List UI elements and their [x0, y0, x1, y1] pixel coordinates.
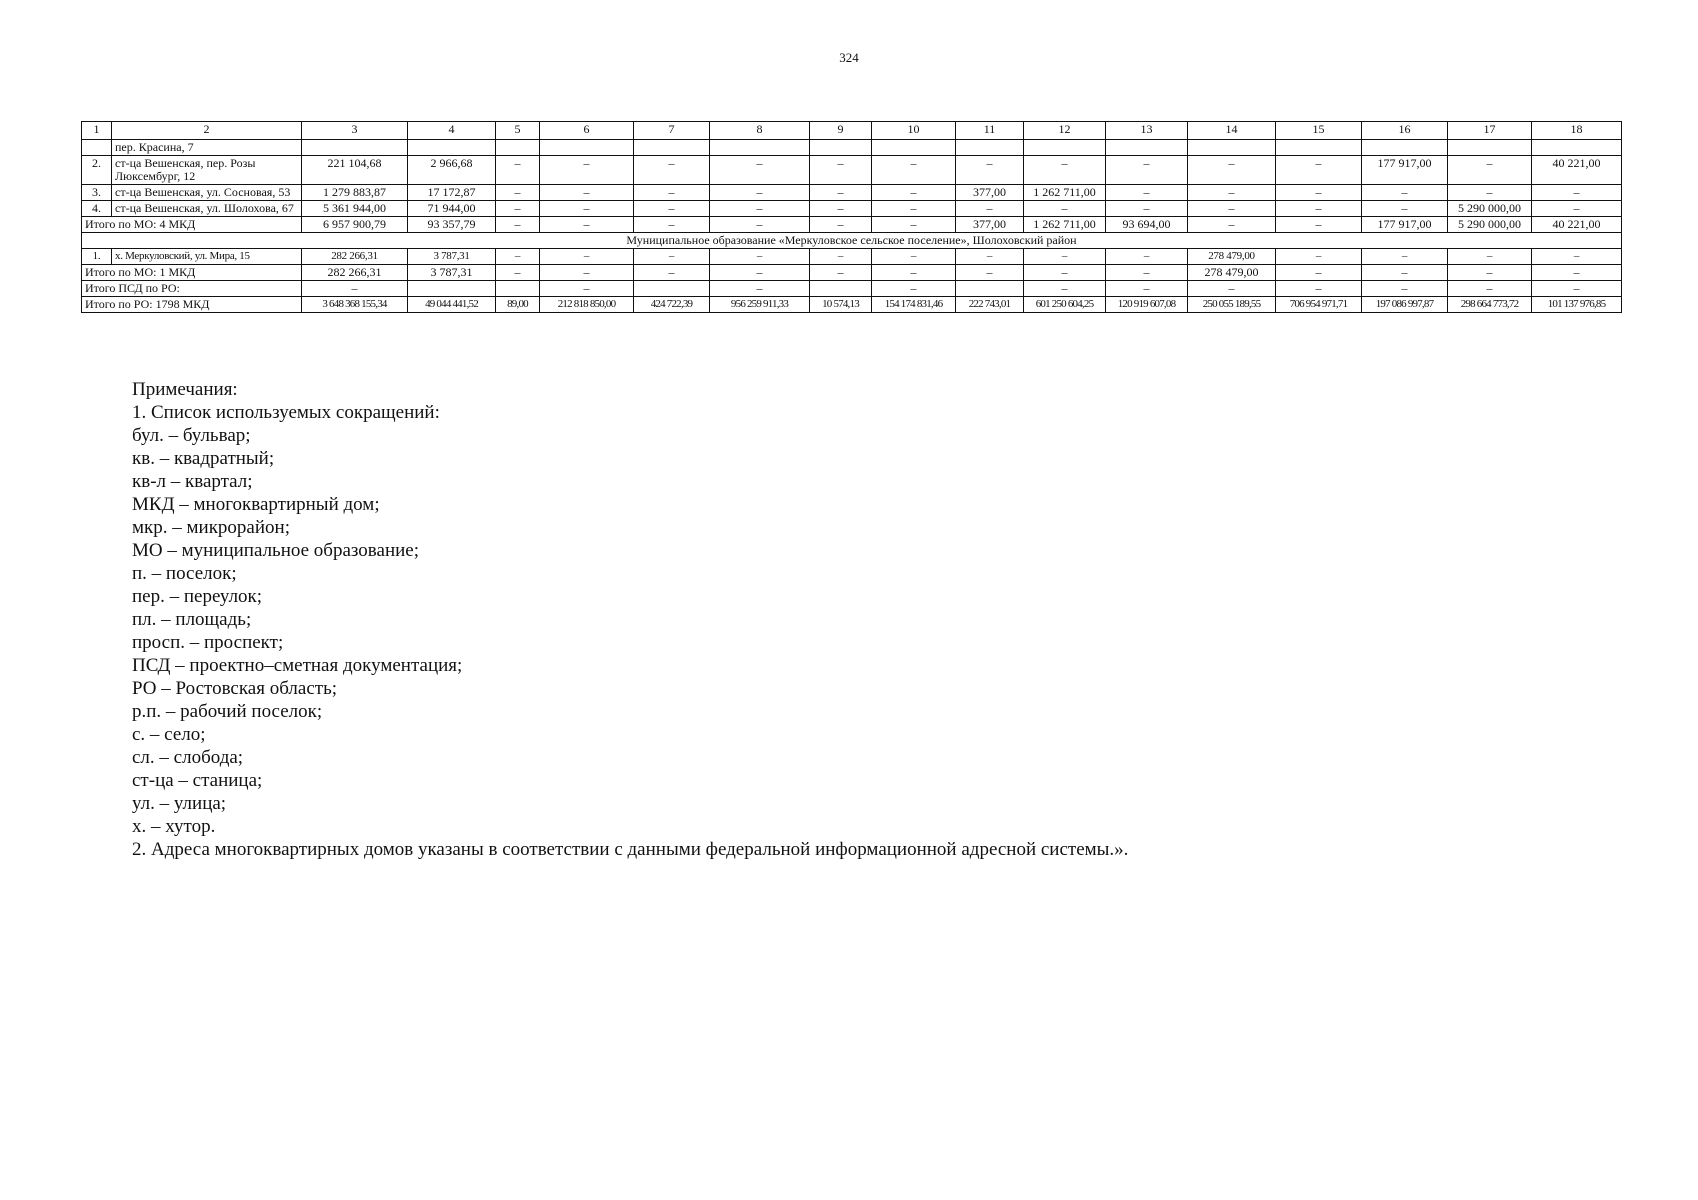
- note-line: ул. – улица;: [132, 793, 227, 814]
- column-header: 12: [1024, 122, 1106, 140]
- value-cell: –: [1362, 201, 1448, 217]
- value-cell: –: [1276, 185, 1362, 201]
- value-cell: 49 044 441,52: [408, 297, 496, 313]
- value-cell: 71 944,00: [408, 201, 496, 217]
- value-cell: –: [810, 249, 872, 265]
- value-cell: 956 259 911,33: [710, 297, 810, 313]
- value-cell: 5 290 000,00: [1448, 217, 1532, 233]
- value-cell: –: [710, 281, 810, 297]
- value-cell: 250 055 189,55: [1188, 297, 1276, 313]
- value-cell: 177 917,00: [1362, 217, 1448, 233]
- value-cell: –: [634, 249, 710, 265]
- value-cell: 278 479,00: [1188, 265, 1276, 281]
- value-cell: 212 818 850,00: [540, 297, 634, 313]
- value-cell: –: [956, 201, 1024, 217]
- note-line: п. – поселок;: [132, 563, 237, 584]
- value-cell: 424 722,39: [634, 297, 710, 313]
- value-cell: –: [496, 156, 540, 185]
- value-cell: 3 787,31: [408, 249, 496, 265]
- value-cell: –: [1106, 249, 1188, 265]
- total-row: [82, 281, 1622, 297]
- value-cell: 5 361 944,00: [302, 201, 408, 217]
- value-cell: –: [1024, 156, 1106, 185]
- column-header: 13: [1106, 122, 1188, 140]
- notes-title: Примечания:: [132, 379, 238, 400]
- value-cell: [408, 140, 496, 156]
- value-cell: 222 743,01: [956, 297, 1024, 313]
- value-cell: –: [634, 156, 710, 185]
- value-cell: [634, 281, 710, 297]
- value-cell: –: [496, 185, 540, 201]
- value-cell: [1276, 140, 1362, 156]
- value-cell: –: [1362, 281, 1448, 297]
- note-line: ст-ца – станица;: [132, 770, 263, 791]
- column-header: 2: [112, 122, 302, 140]
- value-cell: 177 917,00: [1362, 156, 1448, 185]
- value-cell: –: [710, 217, 810, 233]
- value-cell: 40 221,00: [1532, 156, 1622, 185]
- value-cell: –: [1024, 281, 1106, 297]
- value-cell: [1188, 140, 1276, 156]
- value-cell: 1 262 711,00: [1024, 217, 1106, 233]
- value-cell: –: [540, 249, 634, 265]
- note-line: МО – муниципальное образование;: [132, 540, 420, 561]
- note-line: бул. – бульвар;: [132, 425, 251, 446]
- value-cell: [810, 140, 872, 156]
- column-header: 4: [408, 122, 496, 140]
- value-cell: –: [1362, 265, 1448, 281]
- value-cell: –: [302, 281, 408, 297]
- address-cell: ст-ца Вешенская, ул. Шолохова, 67: [112, 201, 302, 217]
- value-cell: –: [1106, 201, 1188, 217]
- value-cell: [496, 140, 540, 156]
- value-cell: –: [1106, 156, 1188, 185]
- column-header: 14: [1188, 122, 1276, 140]
- value-cell: –: [956, 249, 1024, 265]
- table-row: [82, 249, 1622, 265]
- total-row: [82, 217, 1622, 233]
- value-cell: –: [872, 281, 956, 297]
- value-cell: 89,00: [496, 297, 540, 313]
- value-cell: –: [1276, 201, 1362, 217]
- value-cell: –: [872, 156, 956, 185]
- value-cell: [1106, 140, 1188, 156]
- value-cell: [1532, 140, 1622, 156]
- registry-table: [81, 121, 1622, 313]
- value-cell: –: [1532, 281, 1622, 297]
- row-number: 1.: [82, 249, 112, 265]
- value-cell: –: [1106, 265, 1188, 281]
- value-cell: –: [540, 281, 634, 297]
- value-cell: –: [1188, 217, 1276, 233]
- value-cell: 1 262 711,00: [1024, 185, 1106, 201]
- table-row: [82, 185, 1622, 201]
- column-header: 11: [956, 122, 1024, 140]
- value-cell: –: [1276, 281, 1362, 297]
- value-cell: –: [872, 249, 956, 265]
- value-cell: 3 648 368 155,34: [302, 297, 408, 313]
- total-label: Итого по МО: 1 МКД: [82, 265, 302, 281]
- column-header: 7: [634, 122, 710, 140]
- value-cell: –: [1106, 185, 1188, 201]
- value-cell: –: [540, 201, 634, 217]
- note-line: сл. – слобода;: [132, 747, 244, 768]
- value-cell: [302, 140, 408, 156]
- column-header: 6: [540, 122, 634, 140]
- note-line: р.п. – рабочий поселок;: [132, 701, 323, 722]
- value-cell: –: [1448, 249, 1532, 265]
- value-cell: –: [1188, 281, 1276, 297]
- value-cell: 3 787,31: [408, 265, 496, 281]
- value-cell: [810, 281, 872, 297]
- note-line: просп. – проспект;: [132, 632, 284, 653]
- value-cell: 17 172,87: [408, 185, 496, 201]
- value-cell: 706 954 971,71: [1276, 297, 1362, 313]
- value-cell: [634, 140, 710, 156]
- section-row: [82, 233, 1622, 249]
- value-cell: 5 290 000,00: [1448, 201, 1532, 217]
- value-cell: –: [872, 265, 956, 281]
- column-header: 1: [82, 122, 112, 140]
- total-row: [82, 265, 1622, 281]
- note-line: 1. Список используемых сокращений:: [132, 402, 440, 423]
- note-line: РО – Ростовская область;: [132, 678, 338, 699]
- value-cell: –: [1188, 185, 1276, 201]
- value-cell: 601 250 604,25: [1024, 297, 1106, 313]
- column-header: 9: [810, 122, 872, 140]
- value-cell: –: [1532, 201, 1622, 217]
- value-cell: [540, 140, 634, 156]
- table-body: [82, 140, 1622, 313]
- value-cell: [1024, 140, 1106, 156]
- column-header: 15: [1276, 122, 1362, 140]
- value-cell: 2 966,68: [408, 156, 496, 185]
- total-label: Итого по РО: 1798 МКД: [82, 297, 302, 313]
- value-cell: –: [810, 156, 872, 185]
- value-cell: –: [710, 201, 810, 217]
- value-cell: –: [810, 201, 872, 217]
- value-cell: 221 104,68: [302, 156, 408, 185]
- value-cell: [496, 281, 540, 297]
- note-line: с. – село;: [132, 724, 206, 745]
- value-cell: –: [872, 185, 956, 201]
- value-cell: –: [1024, 265, 1106, 281]
- value-cell: [710, 140, 810, 156]
- column-header: 5: [496, 122, 540, 140]
- value-cell: –: [496, 265, 540, 281]
- column-header: 16: [1362, 122, 1448, 140]
- value-cell: –: [956, 156, 1024, 185]
- value-cell: –: [1106, 281, 1188, 297]
- value-cell: 154 174 831,46: [872, 297, 956, 313]
- value-cell: –: [956, 265, 1024, 281]
- value-cell: 93 694,00: [1106, 217, 1188, 233]
- note-line: МКД – многоквартирный дом;: [132, 494, 380, 515]
- column-header: 10: [872, 122, 956, 140]
- value-cell: [1448, 140, 1532, 156]
- total-row: [82, 297, 1622, 313]
- value-cell: 40 221,00: [1532, 217, 1622, 233]
- value-cell: 93 357,79: [408, 217, 496, 233]
- note-line: пл. – площадь;: [132, 609, 252, 630]
- value-cell: –: [634, 201, 710, 217]
- value-cell: [956, 281, 1024, 297]
- value-cell: [408, 281, 496, 297]
- value-cell: –: [872, 217, 956, 233]
- value-cell: –: [1276, 217, 1362, 233]
- value-cell: –: [496, 201, 540, 217]
- value-cell: 298 664 773,72: [1448, 297, 1532, 313]
- value-cell: 6 957 900,79: [302, 217, 408, 233]
- value-cell: 10 574,13: [810, 297, 872, 313]
- notes-lines: [132, 401, 1612, 861]
- value-cell: –: [1448, 265, 1532, 281]
- note-line: кв-л – квартал;: [132, 471, 253, 492]
- value-cell: –: [1448, 185, 1532, 201]
- value-cell: –: [496, 217, 540, 233]
- row-number: 2.: [82, 156, 112, 185]
- column-header: 8: [710, 122, 810, 140]
- value-cell: –: [1276, 249, 1362, 265]
- value-cell: 1 279 883,87: [302, 185, 408, 201]
- value-cell: –: [540, 185, 634, 201]
- value-cell: –: [1532, 265, 1622, 281]
- column-header: 3: [302, 122, 408, 140]
- value-cell: 120 919 607,08: [1106, 297, 1188, 313]
- value-cell: 278 479,00: [1188, 249, 1276, 265]
- value-cell: –: [810, 217, 872, 233]
- note-line: мкр. – микрорайон;: [132, 517, 290, 538]
- table-header-row: [82, 122, 1622, 140]
- value-cell: –: [1448, 156, 1532, 185]
- value-cell: –: [1188, 201, 1276, 217]
- value-cell: [872, 140, 956, 156]
- address-cell: ст-ца Вешенская, пер. Розы Люксембург, 12: [112, 156, 302, 185]
- value-cell: –: [1024, 249, 1106, 265]
- value-cell: –: [540, 156, 634, 185]
- table-row: [82, 201, 1622, 217]
- value-cell: 377,00: [956, 217, 1024, 233]
- value-cell: –: [634, 265, 710, 281]
- value-cell: –: [496, 249, 540, 265]
- total-label: Итого по МО: 4 МКД: [82, 217, 302, 233]
- value-cell: –: [810, 185, 872, 201]
- note-line: 2. Адреса многоквартирных домов указаны в соответствии с данными федеральной информационной адресной системы.».: [132, 839, 1129, 860]
- value-cell: –: [1188, 156, 1276, 185]
- note-line: пер. – переулок;: [132, 586, 263, 607]
- value-cell: 282 266,31: [302, 249, 408, 265]
- value-cell: 377,00: [956, 185, 1024, 201]
- value-cell: –: [872, 201, 956, 217]
- value-cell: –: [1362, 185, 1448, 201]
- page-number: 324: [839, 50, 859, 65]
- row-number: 3.: [82, 185, 112, 201]
- note-line: х. – хутор.: [132, 816, 216, 837]
- value-cell: –: [1362, 249, 1448, 265]
- address-cell: ст-ца Вешенская, ул. Сосновая, 53: [112, 185, 302, 201]
- value-cell: –: [710, 156, 810, 185]
- value-cell: –: [710, 185, 810, 201]
- notes-block: [132, 378, 1612, 861]
- value-cell: –: [1532, 185, 1622, 201]
- value-cell: 282 266,31: [302, 265, 408, 281]
- value-cell: [1362, 140, 1448, 156]
- value-cell: –: [540, 265, 634, 281]
- value-cell: –: [540, 217, 634, 233]
- value-cell: –: [1448, 281, 1532, 297]
- value-cell: –: [1532, 249, 1622, 265]
- column-header: 18: [1532, 122, 1622, 140]
- value-cell: –: [1276, 265, 1362, 281]
- table-row: [82, 156, 1622, 185]
- value-cell: –: [710, 265, 810, 281]
- table-row: [82, 140, 1622, 156]
- total-label: Итого ПСД по РО:: [82, 281, 302, 297]
- value-cell: –: [810, 265, 872, 281]
- value-cell: –: [1024, 201, 1106, 217]
- note-line: кв. – квадратный;: [132, 448, 275, 469]
- row-number: 4.: [82, 201, 112, 217]
- value-cell: 197 086 997,87: [1362, 297, 1448, 313]
- section-title: Муниципальное образование «Меркуловское сельское поселение», Шолоховский район: [82, 233, 1622, 249]
- value-cell: –: [634, 185, 710, 201]
- value-cell: –: [634, 217, 710, 233]
- value-cell: 101 137 976,85: [1532, 297, 1622, 313]
- column-header: 17: [1448, 122, 1532, 140]
- value-cell: –: [1276, 156, 1362, 185]
- address-cell: х. Меркуловский, ул. Мира, 15: [112, 249, 302, 265]
- note-line: ПСД – проектно–сметная документация;: [132, 655, 463, 676]
- row-number: [82, 140, 112, 156]
- value-cell: –: [710, 249, 810, 265]
- address-cell: пер. Красина, 7: [112, 140, 302, 156]
- value-cell: [956, 140, 1024, 156]
